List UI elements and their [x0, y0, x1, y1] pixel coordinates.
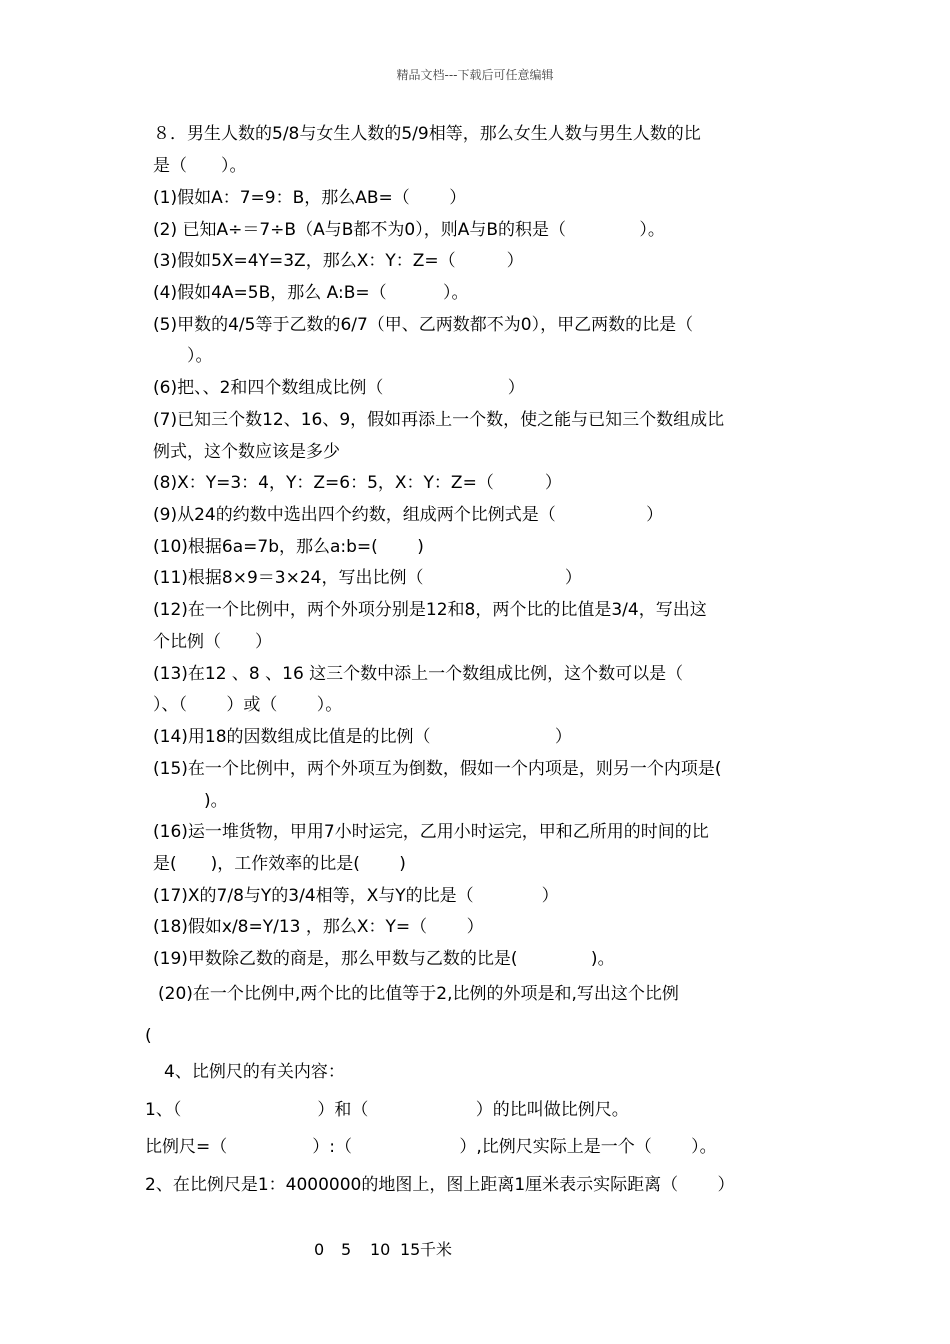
- scale-bar-tick-5: 5: [341, 1240, 352, 1259]
- page-header: 精品文档---下载后可任意编辑: [396, 68, 554, 82]
- scale-bar-unit: 千米: [420, 1240, 453, 1259]
- item-20-line-1: (20)在一个比例中,两个比的比值等于2,比例的外项是和,写出这个比例: [158, 984, 679, 1004]
- scale-definition: 比例尺=（ ）:（ ）,比例尺实际上是一个（ ）。: [145, 1137, 717, 1157]
- item-16-line-1: (16)运一堆货物，甲用7小时运完，乙用小时运完，甲和乙所用的时间的比: [153, 822, 709, 842]
- item-8: (8)X：Y=3：4，Y：Z=6：5，X：Y：Z=（ ）: [153, 473, 562, 493]
- item-19: (19)甲数除乙数的商是，那么甲数与乙数的比是( )。: [153, 949, 615, 969]
- question-8-line-2: 是（ ）。: [153, 156, 247, 176]
- item-15-line-2: )。: [153, 791, 228, 811]
- item-9: (9)从24的约数中选出四个约数，组成两个比例式是（ ）: [153, 505, 664, 525]
- scale-bar-tick-15: 15: [400, 1240, 421, 1259]
- item-3: (3)假如5X=4Y=3Z，那么X：Y：Z=（ ）: [153, 251, 524, 271]
- item-14: (14)用18的因数组成比值是的比例（ ）: [153, 727, 572, 747]
- item-13-line-2: ）、（ ）或（ ）。: [153, 695, 343, 715]
- item-1: (1)假如A：7=9：B，那么AB=（ ）: [153, 188, 467, 208]
- item-17: (17)X的7/8与Y的3/4相等，X与Y的比是（ ）: [153, 886, 559, 906]
- item-5-line-2: ）。: [153, 346, 213, 366]
- item-7-line-1: (7)已知三个数12、16、9，假如再添上一个数，使之能与已知三个数组成比: [153, 410, 725, 430]
- question-8-line-1: ８．男生人数的5/8与女生人数的5/9相等，那么女生人数与男生人数的比: [153, 124, 701, 144]
- scale-bar-tick-0: 0: [314, 1240, 325, 1259]
- scale-bar-tick-10: 10: [370, 1240, 391, 1259]
- item-12-line-2: 个比例（ ）: [153, 632, 272, 652]
- item-11: (11)根据8×9＝3×24，写出比例（ ）: [153, 568, 582, 588]
- item-12-line-1: (12)在一个比例中，两个外项分别是12和8，两个比的比值是3/4，写出这: [153, 600, 707, 620]
- scale-item-1: 1、（ ）和（ ）的比叫做比例尺。: [145, 1100, 629, 1120]
- item-7-line-2: 例式，这个数应该是多少: [153, 442, 340, 462]
- item-4: (4)假如4A=5B，那么 A:B=（ ）。: [153, 283, 469, 303]
- section-4-heading: 4、比例尺的有关内容：: [164, 1062, 345, 1082]
- item-6: (6)把、、2和四个数组成比例（ ）: [153, 378, 525, 398]
- item-18: (18)假如x/8=Y/13 ，那么X：Y=（ ）: [153, 917, 484, 937]
- item-13-line-1: (13)在12 、8 、16 这三个数中添上一个数组成比例，这个数可以是（: [153, 664, 684, 684]
- item-2: (2) 已知A÷＝7÷B（A与B都不为0），则A与B的积是（ ）。: [153, 220, 665, 240]
- item-16-line-2: 是( )，工作效率的比是( ): [153, 854, 406, 874]
- item-15-line-1: (15)在一个比例中，两个外项互为倒数，假如一个内项是，则另一个内项是(: [153, 759, 722, 779]
- item-5-line-1: (5)甲数的4/5等于乙数的6/7（甲、乙两数都不为0），甲乙两数的比是（: [153, 315, 694, 335]
- scale-item-2: 2、在比例尺是1：4000000的地图上，图上距离1厘米表示实际距离（ ）: [145, 1175, 735, 1195]
- item-20-line-2: (: [145, 1026, 152, 1046]
- item-10: (10)根据6a=7b，那么a:b=( ): [153, 537, 424, 557]
